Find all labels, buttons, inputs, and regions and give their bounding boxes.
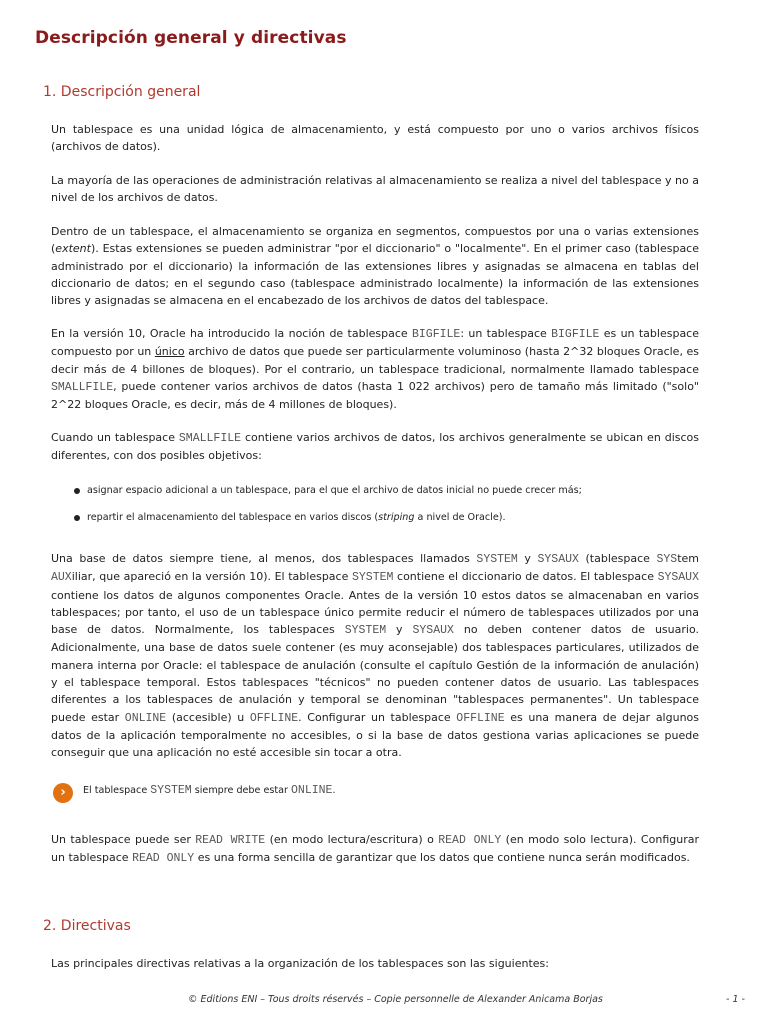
- code-offline: OFFLINE: [456, 711, 505, 725]
- text-run: siempre debe estar: [191, 785, 292, 796]
- term-striping: striping: [378, 512, 415, 523]
- code-read-only: READ ONLY: [438, 834, 502, 847]
- text-run: (en modo solo lectura). Configurar un tablespace: [51, 833, 699, 865]
- text-run: y: [517, 552, 538, 565]
- paragraph-6: [51, 550, 699, 762]
- code-read-only: READ ONLY: [132, 852, 195, 866]
- text-run: Dentro de un tablespace, el almacenamiento se organiza en segmentos, compuestos por una o varias extensiones (: [51, 225, 699, 256]
- code-aux: AUX: [51, 571, 72, 585]
- text-run: iliar, que apareció en la versión 10). El tablespace: [71, 570, 352, 584]
- term-extent: extent: [55, 242, 91, 256]
- code-read-write: READ WRITE: [195, 834, 266, 847]
- text-run: (tablespace: [578, 552, 657, 565]
- code-sysaux: SYSAUX: [412, 624, 454, 638]
- page-footer: [0, 994, 768, 1010]
- text-run: contiene varios archivos de datos, los archivos generalmente se ubican en discos diferentes, con dos posibles objetivos:: [51, 431, 699, 463]
- bullet-list: [58, 484, 698, 538]
- list-item: [58, 511, 698, 525]
- list-item: [58, 484, 698, 498]
- text-run: es una manera de dejar algunos datos de la aplicación temporalmente no accesibles, o si la base de datos gestiona varias aplicaciones se puede conseguir que una aplicación no esté accesible sin tocar a otra.: [51, 710, 700, 760]
- section-heading-directivas: 2. Directivas: [43, 918, 131, 934]
- text-run: contiene los datos de algunos componentes Oracle. Antes de la versión 10 estos datos se almacenaban en varios tablespaces; por tanto, el uso de un tablespace único permite reducir el número de tablespaces utilizados por una base de datos. Normalmente, los tablespaces: [51, 588, 699, 637]
- code-sysaux: SYSAUX: [537, 553, 579, 566]
- code-system: SYSTEM: [150, 784, 192, 797]
- code-system: SYSTEM: [476, 553, 518, 566]
- code-bigfile: BIGFILE: [551, 328, 600, 341]
- chevron-right-circle-icon: ›: [53, 783, 73, 803]
- text-run: El tablespace: [83, 785, 151, 796]
- underlined-word: único: [154, 345, 185, 359]
- text-run: no deben contener datos de usuario. Adicionalmente, una base de datos suele contener (es muy aconsejable) dos tablespaces particulares, utilizados de manera interna por Oracle: el tablespace de anulación (consulte el capítulo Gestión de la información de anulación) y el tablespace temporal. Estos tablespaces "técnicos" no pueden contener datos de usuario. Las tablespaces diferentes a los tablespaces de anulación y temporal se denominan "tablespaces permanentes". Un tablespace puede estar: [51, 623, 699, 724]
- text-run: y: [386, 623, 413, 637]
- code-online: ONLINE: [291, 784, 333, 797]
- list-item-text: repartir el almacenamiento del tablespace en varios discos (: [87, 512, 379, 523]
- code-bigfile: BIGFILE: [412, 328, 461, 341]
- paragraph-2: La mayoría de las operaciones de administración relativas al almacenamiento se realiza a nivel del tablespace y no a nivel de los archivos de datos.: [51, 174, 699, 205]
- text-run: En la versión 10, Oracle ha introducido la noción de tablespace: [51, 327, 412, 340]
- paragraph-3: [51, 223, 699, 309]
- code-sys: SYS: [656, 553, 678, 566]
- text-run: tem: [677, 552, 699, 565]
- text-run: .: [332, 785, 336, 796]
- code-smallfile: SMALLFILE: [51, 380, 114, 394]
- text-run: , puede contener varios archivos de datos (hasta 1 022 archivos) pero de tamaño más limitado ("solo" 2^22 bloques Oracle, es decir, más de 4 millones de bloques).: [51, 379, 699, 412]
- section-heading-descripcion: 1. Descripción general: [43, 84, 201, 100]
- paragraph-1: Un tablespace es una unidad lógica de almacenamiento, y está compuesto por uno o varios archivos físicos (archivos de datos).: [51, 123, 699, 154]
- note-text: [83, 783, 336, 798]
- code-sysaux: SYSAUX: [657, 571, 699, 585]
- list-item-text: a nivel de Oracle).: [414, 512, 506, 523]
- code-smallfile: SMALLFILE: [178, 432, 242, 445]
- code-online: ONLINE: [124, 711, 167, 725]
- bullet-icon: [74, 488, 80, 494]
- code-offline: OFFLINE: [249, 711, 299, 725]
- paragraph-7: [51, 831, 699, 868]
- code-system: SYSTEM: [344, 624, 387, 638]
- paragraph-5: [51, 429, 699, 465]
- text-run: Cuando un tablespace: [51, 431, 179, 444]
- text-run: es una forma sencilla de garantizar que los datos que contiene nunca serán modificados.: [194, 851, 690, 865]
- page-title: Descripción general y directivas: [35, 28, 347, 48]
- footer-copyright: © Editions ENI – Tous droits réservés – Copie personnelle de Alexander Anicama Borjas: [188, 994, 603, 1005]
- code-system: SYSTEM: [351, 571, 394, 585]
- text-run: . Configurar un tablespace: [298, 710, 457, 724]
- paragraph-4: [51, 325, 699, 413]
- text-run: Una base de datos siempre tiene, al menos, dos tablespaces llamados: [51, 552, 477, 565]
- text-run: (en modo lectura/escritura) o: [265, 833, 439, 846]
- text-run: archivo de datos que puede ser particularmente voluminoso (hasta 2^32 bloques Oracle, es decir más de 4 billones de bloques). Por el contrario, un tablespace tradicional, normalmente llamado tablespace: [51, 345, 699, 376]
- note-box: [53, 780, 693, 804]
- paragraph-8: Las principales directivas relativas a la organización de los tablespaces son las siguientes:: [51, 957, 549, 970]
- text-run: Un tablespace puede ser: [51, 833, 196, 846]
- text-run: : un tablespace: [460, 327, 552, 340]
- text-run: es un tablespace compuesto por un: [51, 327, 699, 359]
- bullet-icon: [74, 515, 80, 521]
- text-run: contiene el diccionario de datos. El tablespace: [393, 570, 658, 584]
- text-run: ). Estas extensiones se pueden administrar "por el diccionario" o "localmente". En el primer caso (tablespace administrado por el diccionario) la información de las extensiones libres y asignadas se almacena en tablas del diccionario de datos; en el segundo caso (tablespace administrado localmente) la información de las extensiones libres y asignadas se almacena en el encabezado de los archivos de datos del tablespace.: [51, 242, 699, 308]
- page-number: - 1 -: [726, 994, 745, 1005]
- text-run: (accesible) u: [166, 710, 250, 724]
- list-item-text: asignar espacio adicional a un tablespace, para el que el archivo de datos inicial no puede crecer más;: [87, 485, 582, 496]
